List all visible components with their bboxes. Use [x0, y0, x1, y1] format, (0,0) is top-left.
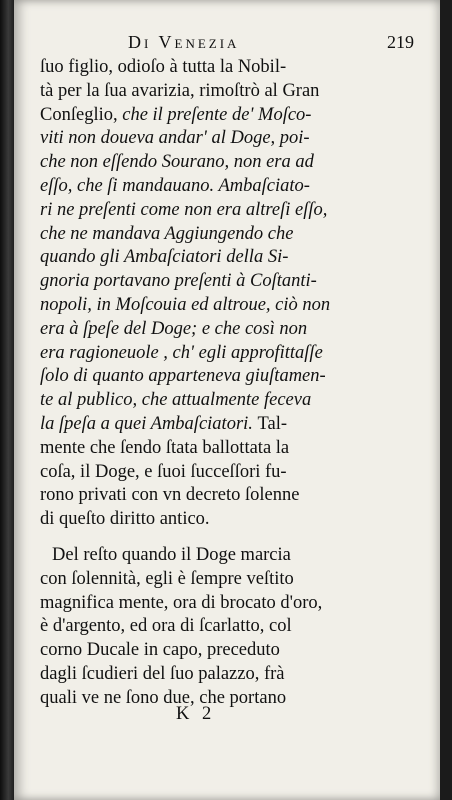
- page-header: [114, 32, 414, 56]
- text-line: rono privati con vn decreto ſolenne: [40, 485, 300, 506]
- signature-mark: K 2: [176, 704, 216, 724]
- text-line: nopoli, in Moſcouia ed altroue, ciò non: [40, 294, 331, 315]
- text-line: ſuo figlio, odioſo à tutta la Nobil-: [40, 57, 287, 77]
- text-line: dagli ſcudieri del ſuo palazzo, frà: [40, 663, 285, 684]
- text-line: tà per la ſua avarizia, rimoſtrò al Gran: [40, 80, 320, 101]
- text-line: Del reſto quando il Doge marcia: [52, 544, 291, 565]
- page-number: 219: [387, 32, 414, 52]
- text-line: con ſolennità, egli è ſempre veſtito: [40, 568, 294, 589]
- text-line: corno Ducale in capo, preceduto: [40, 640, 280, 661]
- text-line: eſſo, che ſi mandauano. Ambaſciato-: [40, 175, 310, 196]
- text-line: mente che ſendo ſtata ballottata la: [40, 437, 290, 458]
- paragraph-2: [40, 544, 420, 711]
- text-run: Conſeglio,: [40, 104, 123, 125]
- text-line: era à ſpeſe del Doge; e che così non: [40, 318, 308, 339]
- text-line: era ragioneuole , ch' egli approfittaſſe: [40, 342, 323, 363]
- paragraph-1: [40, 56, 420, 532]
- text-line: coſa, il Doge, e ſuoi ſucceſſori fu-: [40, 461, 287, 482]
- text-line: [40, 413, 420, 437]
- text-line: che ne mandava Aggiungendo che: [40, 223, 294, 244]
- text-line: quando gli Ambaſciatori della Si-: [40, 247, 289, 268]
- text-line: di queſto diritto antico.: [40, 509, 210, 530]
- page-text: [40, 56, 420, 711]
- text-line: che non eſſendo Sourano, non era ad: [40, 152, 314, 173]
- running-title: Di Venezia: [128, 32, 240, 52]
- text-line: gnoria portavano preſenti à Coſtanti-: [40, 271, 317, 292]
- text-line: magnifica mente, ora di brocato d'oro,: [40, 592, 323, 613]
- text-line: [40, 104, 420, 128]
- book-gutter: [0, 0, 14, 800]
- text-run: che il preſente de' Moſco-: [122, 104, 312, 125]
- text-line: ſolo di quanto appartenevа giuſtamen-: [40, 366, 326, 387]
- text-line: ri ne preſenti come non era altreſi eſſo,: [40, 199, 328, 220]
- text-line: è d'argento, ed ora di ſcarlatto, col: [40, 616, 292, 637]
- text-line: viti non doueva andar' al Doge, poi-: [40, 128, 310, 149]
- text-run: Tal-: [257, 413, 288, 434]
- text-line: quali ve ne ſono due, che portano: [40, 687, 287, 708]
- text-run: la ſpeſa a quei Ambaſciatori.: [40, 413, 258, 434]
- text-line: te al publico, che attualmente feceva: [40, 390, 312, 411]
